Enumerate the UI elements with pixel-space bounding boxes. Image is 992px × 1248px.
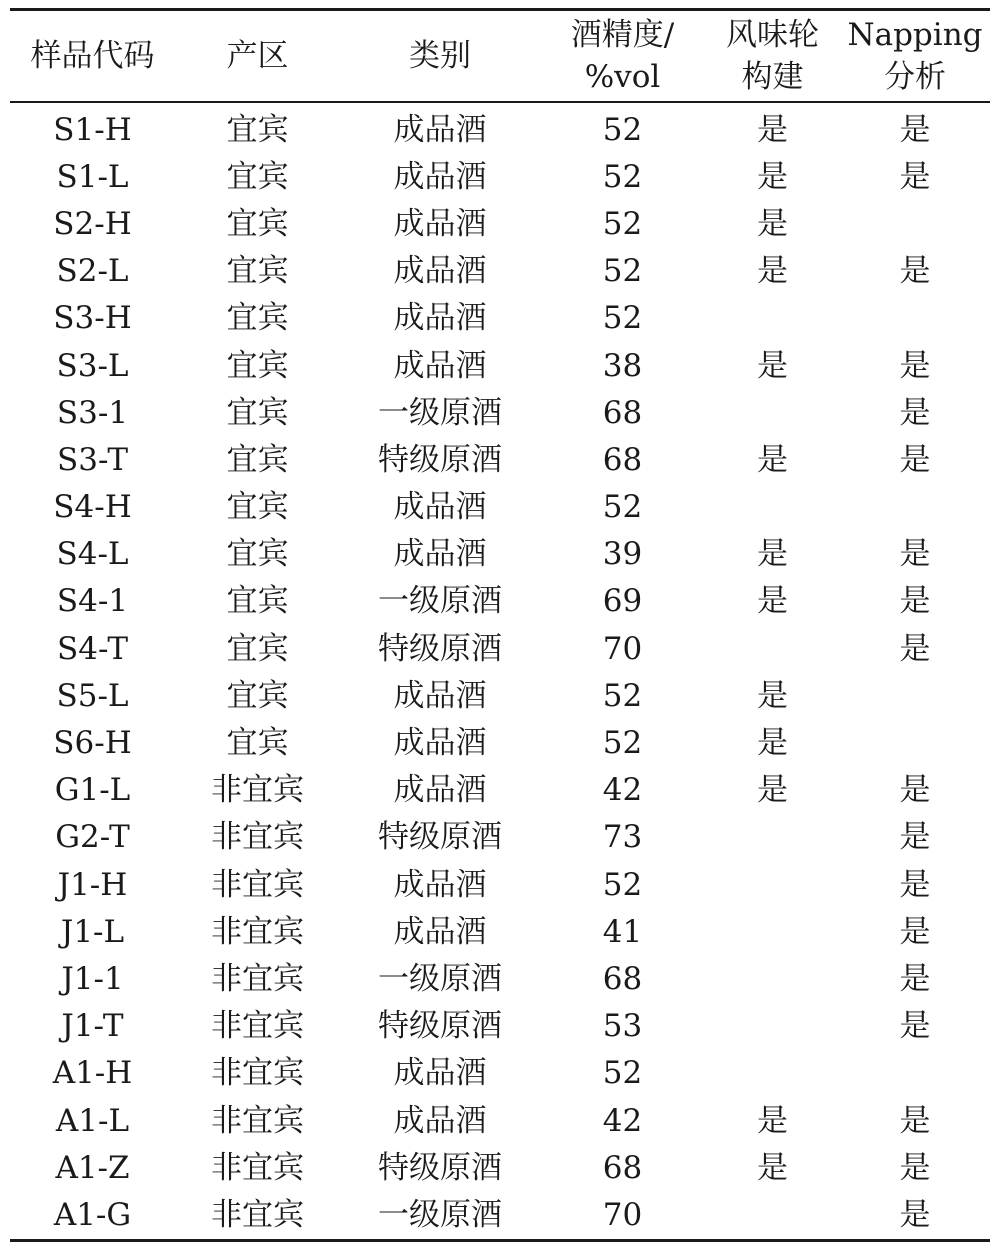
cell-region: 宜宾 xyxy=(226,489,289,526)
cell-flavor-wheel xyxy=(705,295,840,342)
cell-region: 宜宾 xyxy=(226,300,289,337)
cell-alcohol: 73 xyxy=(602,819,643,856)
cell-alcohol: 52 xyxy=(602,300,643,337)
table-row xyxy=(10,201,990,248)
cell-category: 成品酒 xyxy=(393,772,487,809)
cell-napping: 是 xyxy=(899,253,931,290)
cell-region: 宜宾 xyxy=(226,253,289,290)
cell-region: 非宜宾 xyxy=(211,913,304,950)
cell-napping: 是 xyxy=(899,913,931,950)
cell-napping: 是 xyxy=(899,1102,931,1139)
cell-sample-code: J1-1 xyxy=(61,960,124,997)
cell-napping: 是 xyxy=(899,630,931,667)
table-row xyxy=(10,1192,990,1241)
cell-napping: 是 xyxy=(899,1008,931,1045)
header-alcohol-line2: %vol xyxy=(584,58,661,95)
table-row xyxy=(10,437,990,484)
cell-category: 成品酒 xyxy=(393,677,487,714)
header-alcohol-line1: 酒精度/ xyxy=(570,16,675,53)
table-header xyxy=(10,10,990,102)
cell-category: 成品酒 xyxy=(393,489,487,526)
cell-sample-code: J1-T xyxy=(61,1008,124,1045)
cell-alcohol: 52 xyxy=(602,725,643,762)
cell-flavor-wheel xyxy=(705,1003,840,1050)
cell-alcohol: 52 xyxy=(602,158,643,195)
cell-alcohol: 69 xyxy=(602,583,643,620)
cell-alcohol: 53 xyxy=(602,1008,643,1045)
table-row xyxy=(10,342,990,389)
cell-flavor-wheel: 是 xyxy=(757,725,788,762)
cell-region: 宜宾 xyxy=(226,725,289,762)
cell-sample-code: S6-H xyxy=(53,725,132,762)
header-row xyxy=(10,10,990,102)
cell-category: 成品酒 xyxy=(393,725,487,762)
cell-flavor-wheel: 是 xyxy=(757,772,788,809)
cell-category: 成品酒 xyxy=(393,300,487,337)
table-row xyxy=(10,484,990,531)
header-region-label: 产区 xyxy=(226,37,289,74)
cell-alcohol: 42 xyxy=(602,1102,643,1139)
cell-sample-code: S4-H xyxy=(53,489,132,526)
cell-sample-code: S5-L xyxy=(56,677,129,714)
cell-category: 特级原酒 xyxy=(378,1008,502,1045)
cell-sample-code: S1-H xyxy=(53,111,132,148)
cell-sample-code: S4-T xyxy=(56,630,128,667)
cell-alcohol: 41 xyxy=(602,913,643,950)
table-row xyxy=(10,1097,990,1144)
cell-category: 成品酒 xyxy=(393,158,487,195)
table-row xyxy=(10,1003,990,1050)
cell-flavor-wheel xyxy=(705,390,840,437)
table-row xyxy=(10,814,990,861)
cell-alcohol: 52 xyxy=(602,111,643,148)
header-alcohol xyxy=(540,10,705,102)
cell-sample-code: G2-T xyxy=(55,819,130,856)
cell-region: 非宜宾 xyxy=(211,866,304,903)
cell-napping xyxy=(840,673,990,720)
header-sample-code xyxy=(10,10,175,102)
table-row xyxy=(10,154,990,201)
cell-napping: 是 xyxy=(899,536,931,573)
header-flavor-wheel xyxy=(705,10,840,102)
cell-napping xyxy=(840,484,990,531)
table-row xyxy=(10,909,990,956)
cell-region: 宜宾 xyxy=(226,677,289,714)
sample-table xyxy=(10,8,990,1242)
cell-sample-code: S4-1 xyxy=(56,583,129,620)
cell-category: 成品酒 xyxy=(393,1102,487,1139)
cell-flavor-wheel: 是 xyxy=(757,536,788,573)
cell-region: 非宜宾 xyxy=(211,772,304,809)
cell-flavor-wheel: 是 xyxy=(757,677,788,714)
cell-flavor-wheel: 是 xyxy=(757,1102,788,1139)
cell-napping: 是 xyxy=(899,394,931,431)
cell-alcohol: 68 xyxy=(602,441,643,478)
cell-alcohol: 68 xyxy=(602,960,643,997)
cell-category: 一级原酒 xyxy=(378,960,502,997)
cell-region: 宜宾 xyxy=(226,347,289,384)
table-row xyxy=(10,295,990,342)
cell-category: 特级原酒 xyxy=(378,1149,502,1186)
cell-napping xyxy=(840,295,990,342)
cell-alcohol: 52 xyxy=(602,489,643,526)
cell-napping: 是 xyxy=(899,1196,931,1233)
cell-flavor-wheel xyxy=(705,956,840,1003)
cell-alcohol: 70 xyxy=(602,1196,643,1233)
cell-category: 成品酒 xyxy=(393,866,487,903)
cell-sample-code: S3-1 xyxy=(56,394,129,431)
cell-napping: 是 xyxy=(899,772,931,809)
cell-region: 非宜宾 xyxy=(211,819,304,856)
cell-region: 宜宾 xyxy=(226,111,289,148)
cell-flavor-wheel: 是 xyxy=(757,441,788,478)
cell-category: 成品酒 xyxy=(393,205,487,242)
cell-flavor-wheel: 是 xyxy=(757,583,788,620)
cell-flavor-wheel xyxy=(705,862,840,909)
cell-flavor-wheel xyxy=(705,1192,840,1241)
cell-alcohol: 52 xyxy=(602,205,643,242)
cell-category: 一级原酒 xyxy=(378,394,502,431)
cell-napping xyxy=(840,1050,990,1097)
cell-alcohol: 68 xyxy=(602,394,643,431)
table-row xyxy=(10,1050,990,1097)
cell-category: 成品酒 xyxy=(393,1055,487,1092)
table-row xyxy=(10,390,990,437)
cell-flavor-wheel xyxy=(705,814,840,861)
cell-sample-code: S2-H xyxy=(53,205,132,242)
cell-sample-code: S1-L xyxy=(56,158,129,195)
cell-region: 宜宾 xyxy=(226,536,289,573)
cell-category: 一级原酒 xyxy=(378,1196,502,1233)
cell-flavor-wheel xyxy=(705,1050,840,1097)
cell-alcohol: 38 xyxy=(602,347,643,384)
cell-sample-code: S3-L xyxy=(56,347,129,384)
cell-alcohol: 68 xyxy=(602,1149,643,1186)
header-napping-line2: 分析 xyxy=(884,58,946,95)
cell-region: 宜宾 xyxy=(226,630,289,667)
cell-sample-code: J1-H xyxy=(57,866,128,903)
cell-napping xyxy=(840,201,990,248)
cell-region: 非宜宾 xyxy=(211,1055,304,1092)
table-row xyxy=(10,626,990,673)
cell-region: 非宜宾 xyxy=(211,1149,304,1186)
cell-sample-code: A1-H xyxy=(52,1055,133,1092)
sample-table-container xyxy=(10,8,990,1242)
cell-region: 非宜宾 xyxy=(211,1008,304,1045)
cell-category: 一级原酒 xyxy=(378,583,502,620)
cell-flavor-wheel xyxy=(705,626,840,673)
header-category-label: 类别 xyxy=(409,37,471,74)
cell-category: 特级原酒 xyxy=(378,630,502,667)
cell-region: 宜宾 xyxy=(226,394,289,431)
cell-napping: 是 xyxy=(899,960,931,997)
cell-category: 成品酒 xyxy=(393,111,487,148)
table-row xyxy=(10,767,990,814)
cell-flavor-wheel: 是 xyxy=(757,205,788,242)
cell-sample-code: A1-Z xyxy=(55,1149,130,1186)
cell-napping: 是 xyxy=(899,1149,931,1186)
cell-sample-code: A1-L xyxy=(55,1102,130,1139)
cell-flavor-wheel: 是 xyxy=(757,347,788,384)
table-row xyxy=(10,862,990,909)
cell-flavor-wheel: 是 xyxy=(757,111,788,148)
cell-napping: 是 xyxy=(899,583,931,620)
cell-napping: 是 xyxy=(899,866,931,903)
cell-region: 宜宾 xyxy=(226,583,289,620)
cell-napping: 是 xyxy=(899,819,931,856)
cell-sample-code: S3-H xyxy=(53,300,132,337)
cell-alcohol: 52 xyxy=(602,677,643,714)
cell-region: 宜宾 xyxy=(226,205,289,242)
cell-sample-code: S3-T xyxy=(56,441,128,478)
cell-sample-code: J1-L xyxy=(60,913,125,950)
cell-alcohol: 42 xyxy=(602,772,643,809)
cell-region: 非宜宾 xyxy=(211,1102,304,1139)
cell-sample-code: S2-L xyxy=(56,253,129,290)
cell-category: 成品酒 xyxy=(393,253,487,290)
header-region xyxy=(175,10,340,102)
header-flavor-wheel-line2: 构建 xyxy=(741,58,804,95)
cell-category: 成品酒 xyxy=(393,913,487,950)
cell-napping xyxy=(840,720,990,767)
cell-alcohol: 39 xyxy=(602,536,643,573)
cell-category: 成品酒 xyxy=(393,536,487,573)
cell-category: 特级原酒 xyxy=(378,441,502,478)
cell-napping: 是 xyxy=(899,111,931,148)
cell-alcohol: 52 xyxy=(602,1055,643,1092)
table-row xyxy=(10,720,990,767)
cell-category: 成品酒 xyxy=(393,347,487,384)
cell-flavor-wheel: 是 xyxy=(757,158,788,195)
cell-flavor-wheel: 是 xyxy=(757,253,788,290)
cell-alcohol: 70 xyxy=(602,630,643,667)
header-napping xyxy=(840,10,990,102)
cell-sample-code: G1-L xyxy=(54,772,131,809)
cell-category: 特级原酒 xyxy=(378,819,502,856)
header-sample-code-label: 样品代码 xyxy=(30,37,155,74)
cell-sample-code: A1-G xyxy=(53,1196,132,1233)
header-category xyxy=(340,10,540,102)
cell-region: 非宜宾 xyxy=(211,960,304,997)
table-row xyxy=(10,956,990,1003)
cell-region: 宜宾 xyxy=(226,441,289,478)
table-body xyxy=(10,102,990,1241)
cell-flavor-wheel xyxy=(705,484,840,531)
cell-sample-code: S4-L xyxy=(56,536,129,573)
cell-napping: 是 xyxy=(899,158,931,195)
cell-flavor-wheel xyxy=(705,909,840,956)
cell-region: 宜宾 xyxy=(226,158,289,195)
table-row xyxy=(10,673,990,720)
header-flavor-wheel-line1: 风味轮 xyxy=(726,16,819,53)
header-napping-line1: Napping xyxy=(847,16,983,53)
table-row xyxy=(10,102,990,154)
cell-flavor-wheel: 是 xyxy=(757,1149,788,1186)
table-row xyxy=(10,531,990,578)
cell-alcohol: 52 xyxy=(602,866,643,903)
table-row xyxy=(10,1145,990,1192)
table-row xyxy=(10,248,990,295)
cell-napping: 是 xyxy=(899,347,931,384)
cell-alcohol: 52 xyxy=(602,253,643,290)
table-row xyxy=(10,578,990,625)
cell-napping: 是 xyxy=(899,441,931,478)
cell-region: 非宜宾 xyxy=(211,1196,304,1233)
